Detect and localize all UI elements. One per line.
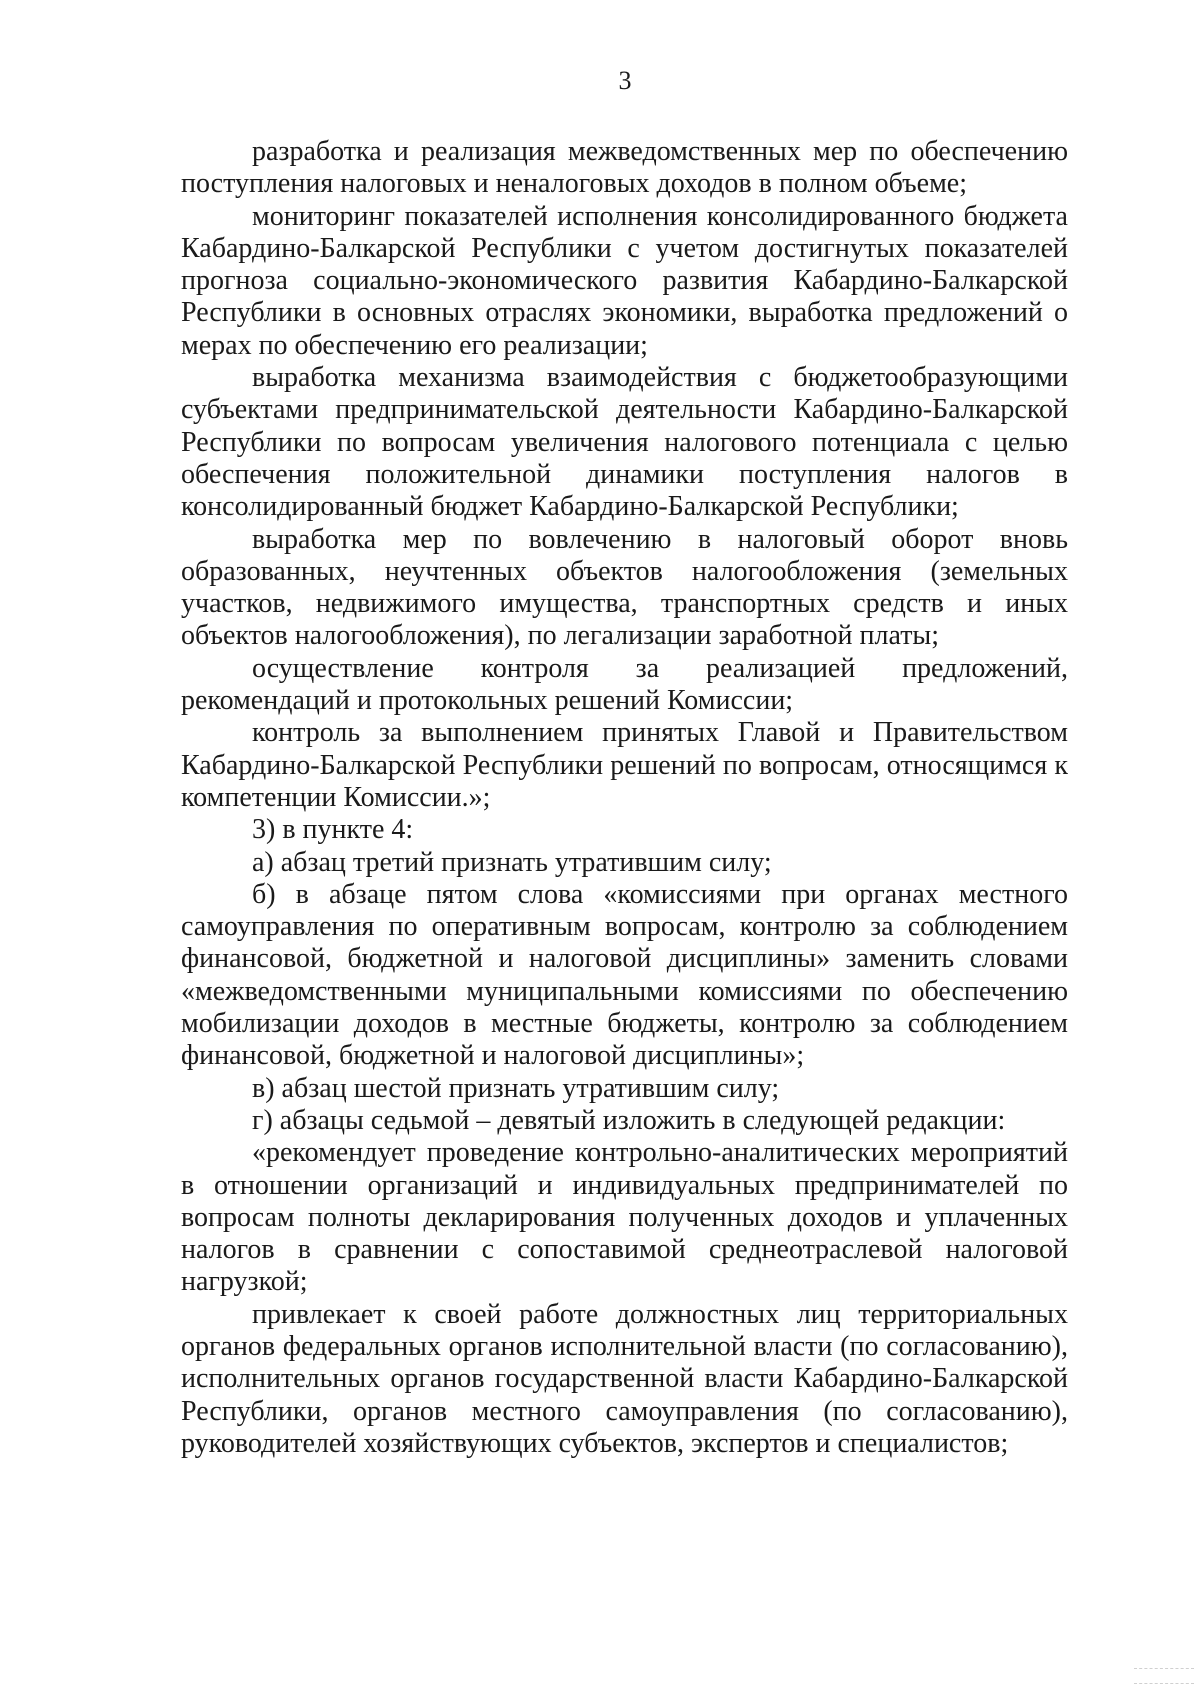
paragraph: выработка мер по вовлечению в налоговый оборот вновь образованных, неучтенных объектов налогообложения (земельных участков, недвижимого имущества, транспортных средств и иных объектов налогообложения), по легализации заработной платы; <box>181 523 1068 652</box>
paragraph: выработка механизма взаимодействия с бюджетообразующими субъектами предпринимательской деятельности Кабардино-Балкарской Республики по вопросам увеличения налогового потенциала с целью обеспечения положительной динамики поступления налогов в консолидированный бюджет Кабардино-Балкарской Республики; <box>181 362 1068 523</box>
paragraph: мониторинг показателей исполнения консолидированного бюджета Кабардино-Балкарской Республики с учетом достигнутых показателей прогноза социально-экономического развития Кабардино-Балкарской Республики в основных отраслях экономики, выработка предложений о мерах по обеспечению его реализации; <box>181 200 1068 361</box>
paragraph: г) абзацы седьмой – девятый изложить в следующей редакции: <box>252 1104 1006 1136</box>
paragraph: в) абзац шестой признать утратившим силу; <box>252 1072 780 1104</box>
paragraph: б) в абзаце пятом слова «комиссиями при органах местного самоуправления по оперативным вопросам, контролю за соблюдением финансовой, бюджетной и налоговой дисциплины» заменить словами «межведомственными муниципальными комиссиями по обеспечению мобилизации доходов в местные бюджеты, контролю за соблюдением финансовой, бюджетной и налоговой дисциплины»; <box>181 878 1068 1072</box>
page-number: 3 <box>618 66 632 95</box>
scan-edge-mark <box>1134 1668 1194 1684</box>
paragraph: а) абзац третий признать утратившим силу; <box>252 846 772 878</box>
paragraph: «рекомендует проведение контрольно-аналитических мероприятий в отношении организаций и индивидуальных предпринимателей по вопросам полноты декларирования полученных доходов и уплаченных налогов в сравнении с сопоставимой среднеотраслевой налоговой нагрузкой; <box>181 1137 1068 1298</box>
paragraph: привлекает к своей работе должностных лиц территориальных органов федеральных органов исполнительной власти (по согласованию), исполнительных органов государственной власти Кабардино-Балкарской Республики, органов местного самоуправления (по согласованию), руководителей хозяйствующих субъектов, экспертов и специалистов; <box>181 1298 1068 1459</box>
paragraph: контроль за выполнением принятых Главой и Правительством Кабардино-Балкарской Республики решений по вопросам, относящимся к компетенции Комиссии.»; <box>181 717 1068 813</box>
paragraph: осуществление контроля за реализацией предложений, рекомендаций и протокольных решений Комиссии; <box>181 652 1068 717</box>
document-body <box>181 136 1068 1460</box>
paragraph: 3) в пункте 4: <box>252 814 414 846</box>
paragraph: разработка и реализация межведомственных мер по обеспечению поступления налоговых и неналоговых доходов в полном объеме; <box>181 136 1068 200</box>
